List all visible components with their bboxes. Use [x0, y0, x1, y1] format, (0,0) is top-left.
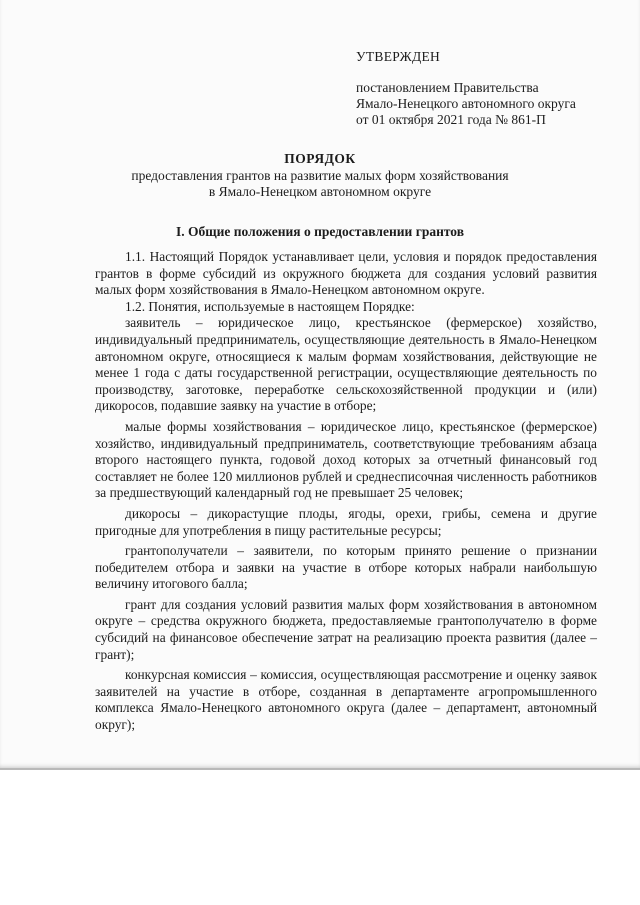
document-subtitle-line: предоставления грантов на развитие малых форм хозяйствования	[131, 168, 509, 183]
paragraph: 1.1. Настоящий Порядок устанавливает цели, условия и порядок предоставления грантов в форме субсидий из окружного бюджета для создания условий развития малых форм хозяйствования в Ямало-Ненецком автономном округе.	[95, 249, 597, 298]
approval-line: Ямало-Ненецкого автономного округа	[356, 96, 576, 111]
paragraph: дикоросы – дикорастущие плоды, ягоды, орехи, грибы, семена и другие пригодные для употребления в пищу растительные ресурсы;	[95, 505, 597, 538]
paragraph: 1.2. Понятия, используемые в настоящем Порядке:	[125, 298, 415, 314]
approval-line: постановлением Правительства	[356, 80, 539, 95]
document-body	[95, 249, 597, 734]
paragraph: малые формы хозяйствования – юридическое лицо, крестьянское (фермерское) хозяйство, индивидуальный предприниматель, соответствующие требованиям абзаца второго настоящего пункта, годовой доход которых за отчетный финансовый год составляет не более 120 миллионов рублей и среднесписочная численность работников за предшествующий календарный год не превышает 25 человек;	[95, 418, 597, 501]
approval-heading: УТВЕРЖДЕН	[356, 49, 441, 64]
document-subtitle-line: в Ямало-Ненецком автономном округе	[208, 184, 432, 199]
paragraph: грант для создания условий развития малых форм хозяйствования в автономном округе – средства окружного бюджета, предоставляемые грантополучателю в форме субсидий на финансовое обеспечение затрат на реализацию проекта развития (далее – грант);	[95, 596, 597, 662]
paragraph: грантополучатели – заявители, по которым принято решение о признании победителем отбора и заявки на участие в отборе которых набрали наибольшую величину итогового балла;	[95, 543, 597, 592]
paragraph: заявитель – юридическое лицо, крестьянское (фермерское) хозяйство, индивидуальный предприниматель, осуществляющие деятельность в Ямало-Ненецком автономном округе, относящиеся к малым формам хозяйствования, действующие не менее 1 года с даты государственной регистрации, осуществляющие деятельность по производству, заготовке, переработке сельскохозяйственной продукции и (или) дикоросов, подавшие заявку на участие в отборе;	[95, 315, 597, 414]
document-title: ПОРЯДОК	[284, 151, 356, 166]
paragraph: конкурсная комиссия – комиссия, осуществляющая рассмотрение и оценку заявок заявителей на участие в отборе, созданная в департаменте агропромышленного комплекса Ямало-Ненецкого автономного округа (далее – департамент, автономный округ);	[95, 667, 597, 733]
section-heading: I. Общие положения о предоставлении грантов	[175, 224, 465, 239]
approval-line: от 01 октября 2021 года № 861-П	[356, 112, 546, 127]
